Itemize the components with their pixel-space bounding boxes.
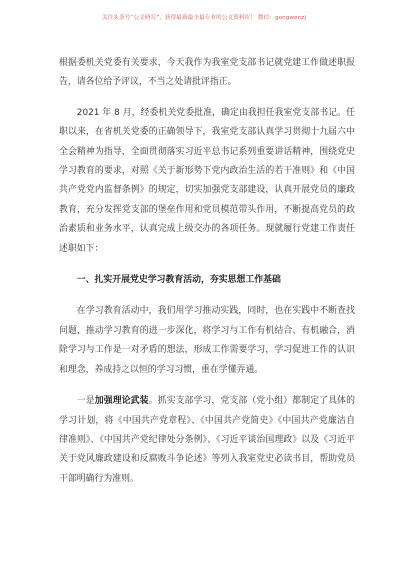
intro-paragraph: 根据委机关党委有关要求，今天我作为我室党支部书记就党建工作做述职报告，请各位给予评议，不当之处请批评指正。 bbox=[59, 58, 355, 88]
point-1-text: 。抓实支部学习，党支部（党小组）都制定了具体的学习计划，将《中国共产党章程》、《中国共产党简史》《中国共产党廉洁自律准则》、《中国共产党纪律处分条例》、《习近平谈治国理政》以及《习近平关于党风廉政建设和反腐败斗争论述》等列入我室党史必读书目，帮助党员干部明确行为准则。 bbox=[59, 396, 356, 484]
promo-banner: 关注头条号“公文研究”，获得最新最全最专业的公文资料库！ 微信：gongwenzj bbox=[101, 15, 306, 21]
section-1-heading: 一、扎实开展党史学习教育活动，夯实思想工作基础 bbox=[76, 275, 281, 286]
background-paragraph: 2021 年 8 月，经委机关党委批准，确定由我担任我室党支部书记。任职以来，在省机关党委的正确领导下，我室党支部认真学习贯彻十九届六中全会精神为指导，全面贯彻落实习近平总书记系列重要讲话精神，围绕党史学习教育的要求，对照《关于新形势下党内政治生活的若干准则》和《中国共产党党内监督条例》的规定，切实加强党支部建设，认真开展党员的廉政教育，充分发挥党支部的堡垒作用和党员模范带头作用，不断提高党员的政治素质和业务水平，认真完成上级交办的各项任务。现就履行党建工作责任述职如下： bbox=[59, 107, 355, 254]
document-body bbox=[59, 54, 355, 489]
section-1-paragraph: 在学习教育活动中，我们用学习推动实践，同时，也在实践中不断查找问题，推动学习教育的进一步深化，将学习与工作有机结合、有机融合，消除学习与工作是一对矛盾的想法，形成工作需要学习，学习促进工作的认识和理念，养成持之以恒的学习习惯，重在学懂弄通。 bbox=[59, 306, 355, 375]
point-1-paragraph bbox=[59, 392, 355, 489]
point-1-lead: 一是 bbox=[76, 396, 95, 407]
point-1-keyword: 加强理论武装 bbox=[94, 396, 149, 407]
